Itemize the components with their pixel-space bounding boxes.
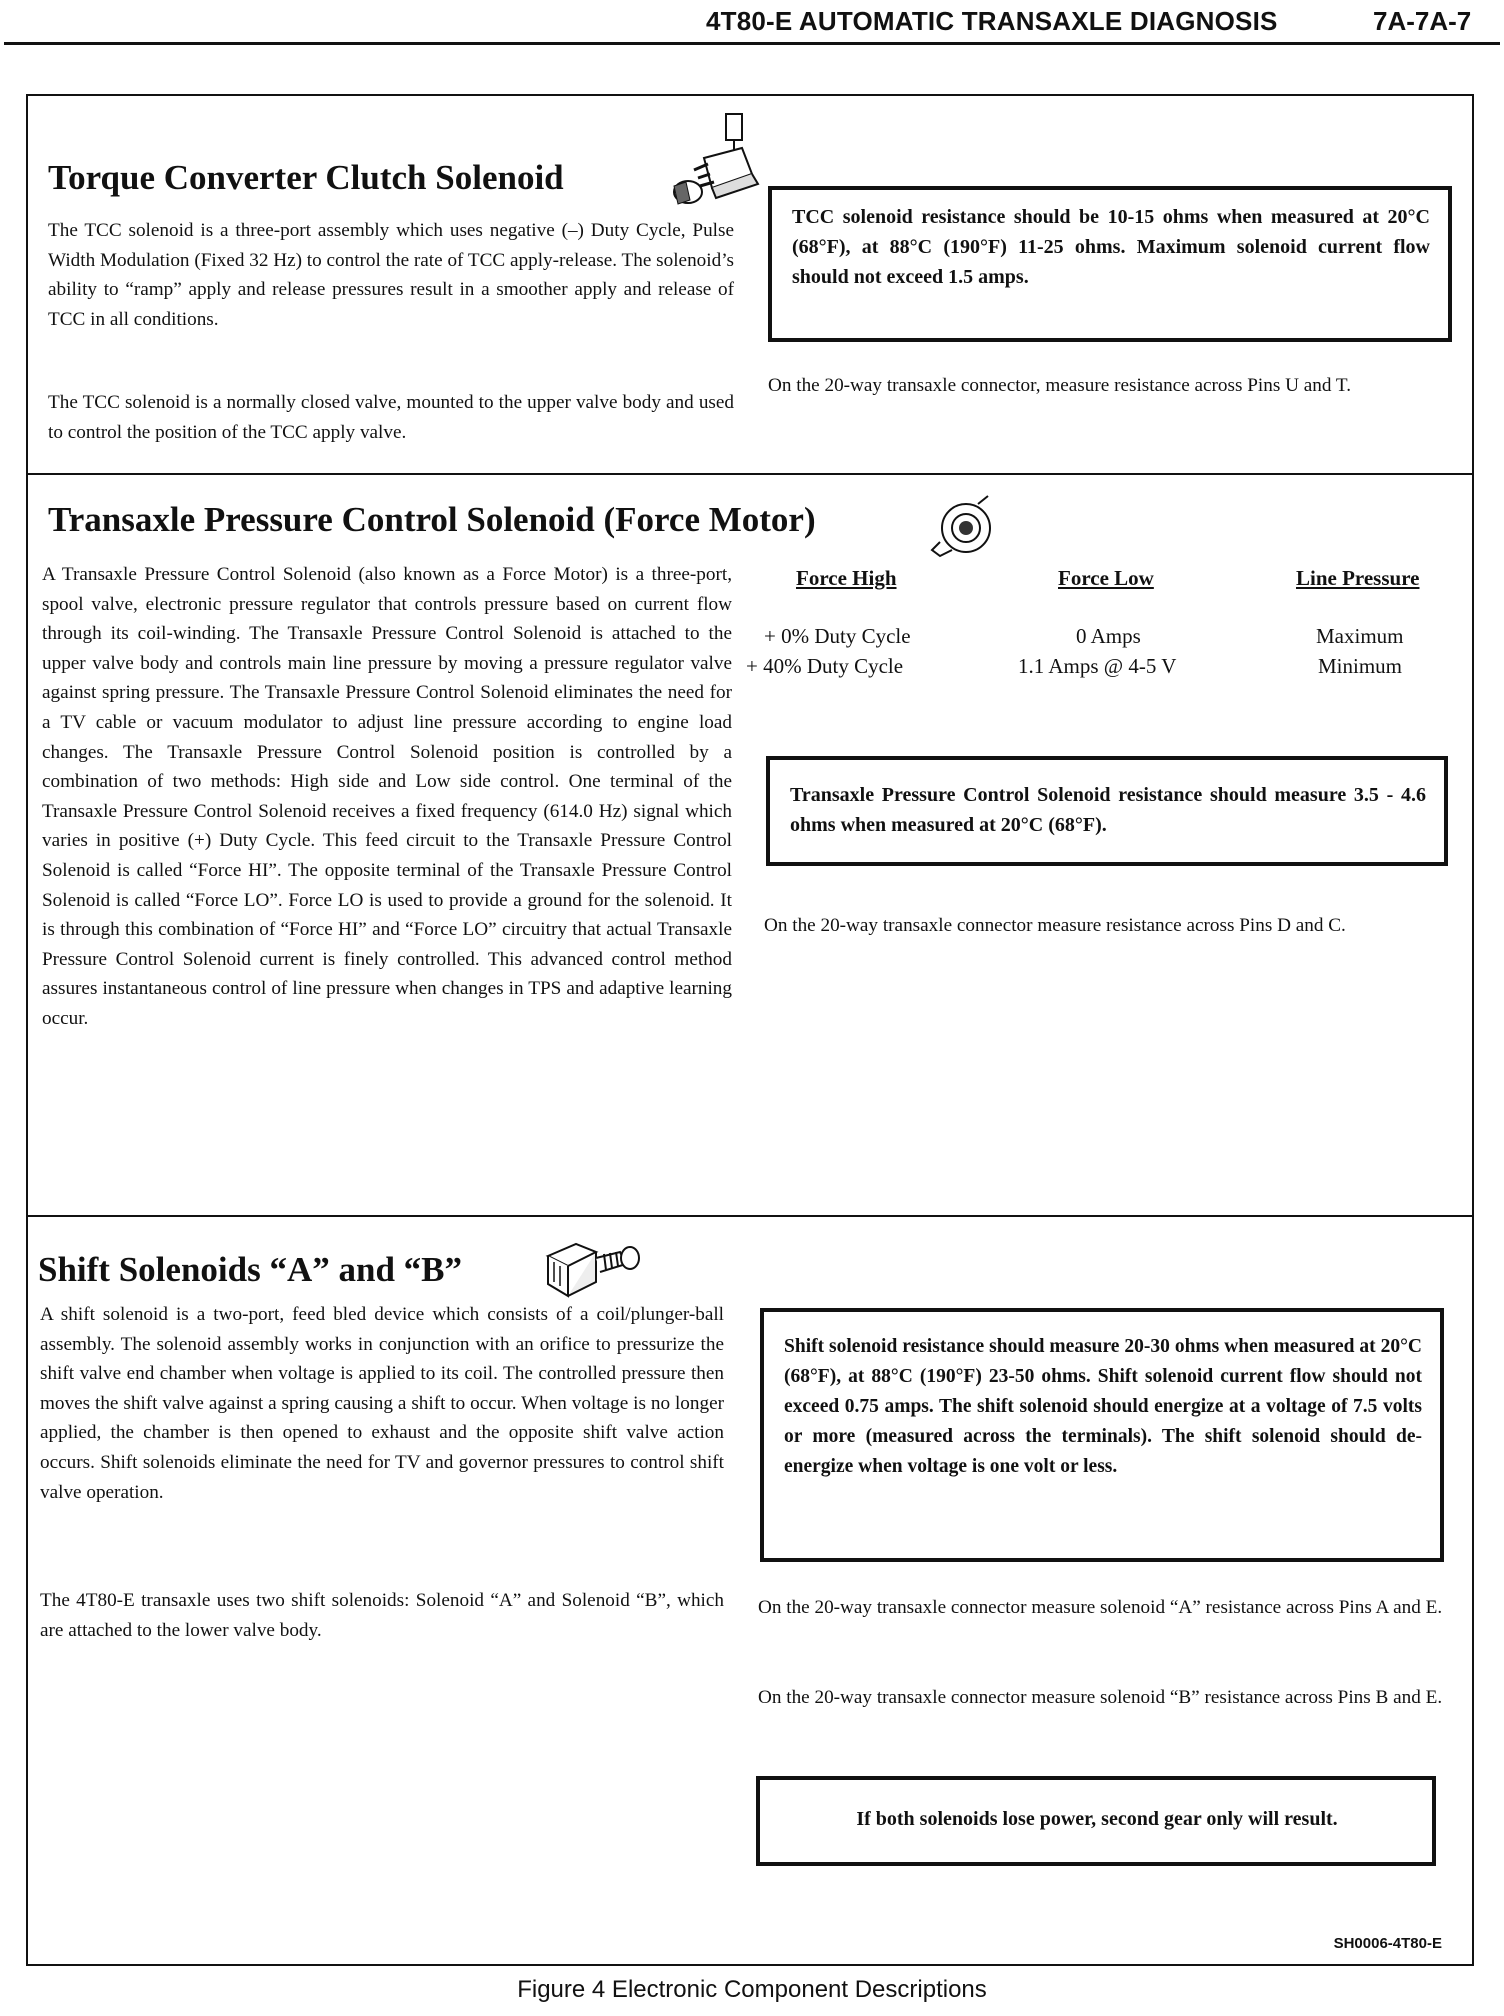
table-header: Line Pressure: [1296, 566, 1420, 590]
table-header: Force Low: [1058, 566, 1154, 590]
header-rule: [4, 42, 1500, 45]
warning-box: [756, 1776, 1436, 1866]
pcs-spec-box: [766, 756, 1448, 866]
figure-code: SH0006-4T80-E: [1333, 1935, 1442, 1952]
section-divider: [26, 473, 1474, 475]
shift-section-title: Shift Solenoids “A” and “B”: [38, 1250, 463, 1289]
pcs-connector-note: On the 20-way transaxle connector measure resistance across Pins D and C.: [764, 915, 1346, 936]
tcc-connector-note: On the 20-way transaxle connector, measure resistance across Pins U and T.: [768, 375, 1352, 396]
tcc-section-title: Torque Converter Clutch Solenoid: [48, 158, 564, 197]
section-divider: [26, 1215, 1474, 1217]
tcc-description-2: The TCC solenoid is a normally closed valve, mounted to the upper valve body and used to control the position of the TCC apply valve.: [48, 392, 734, 443]
table-cell: 1.1 Amps @ 4-5 V: [1018, 654, 1177, 678]
tcc-spec-box: [768, 186, 1452, 342]
shift-connector-note-a: On the 20-way transaxle connector measure solenoid “A” resistance across Pins A and E.: [758, 1597, 1443, 1618]
shift-description-2: The 4T80-E transaxle uses two shift solenoids: Solenoid “A” and Solenoid “B”, which are attached to the lower valve body.: [40, 1590, 724, 1641]
table-header: Force High: [796, 566, 897, 590]
warning-text: If both solenoids lose power, second gear only will result.: [856, 1808, 1338, 1830]
pcs-description: A Transaxle Pressure Control Solenoid (also known as a Force Motor) is a three-port, spool valve, electronic pressure regulator that controls pressure based on current flow through its coil-winding. The Transaxle Pressure Control Solenoid is attached to the upper valve body and controls main line pressure by moving a pressure regulator valve against spring pressure. The Transaxle Pressure Control Solenoid eliminates the need for a TV cable or vacuum modulator to adjust line pressure according to engine load changes. The Transaxle Pressure Control Solenoid position is controlled by a combination of two methods: High side and Low side control. One terminal of the Transaxle Pressure Control Solenoid receives a fixed frequency (614.0 Hz) signal which varies in positive (+) Duty Cycle. This feed circuit to the Transaxle Pressure Control Solenoid is called “Force HI”. The opposite terminal of the Transaxle Pressure Control Solenoid is called “Force LO”. Force LO is used to provide a ground for the solenoid. It is through this combination of “Force HI” and “Force LO” circuitry that actual Transaxle Pressure Control Solenoid current is finely controlled. This advanced control method assures instantaneous control of line pressure when changes in TPS and adaptive learning occur.: [42, 564, 732, 1029]
header-title: 4T80-E AUTOMATIC TRANSAXLE DIAGNOSIS: [706, 6, 1278, 36]
shift-spec-text: Shift solenoid resistance should measure 20-30 ohms when measured at 20°C (68°F), at 88°C (190°F) 23-50 ohms. Shift solenoid current flow should not exceed 0.75 amps. The shift solenoid should energize at a voltage of 7.5 volts or more (measured across the terminals). The shift solenoid should de-energize when voltage is one volt or less.: [784, 1336, 1422, 1477]
tcc-description-1: The TCC solenoid is a three-port assembly which uses negative (–) Duty Cycle, Pulse Width Modulation (Fixed 32 Hz) to control the rate of TCC apply-release. The solenoid’s ability to “ramp” apply and release pressures result in a smoother apply and release of TCC in all conditions.: [48, 220, 734, 330]
table-cell: + 40% Duty Cycle: [746, 654, 904, 678]
shift-solenoid-icon: [540, 1226, 644, 1302]
table-cell: + 0% Duty Cycle: [764, 624, 911, 648]
figure-caption: Figure 4 Electronic Component Descriptions: [517, 1976, 987, 2003]
shift-spec-box: [760, 1308, 1444, 1562]
force-motor-icon: [926, 490, 1002, 568]
pcs-spec-text: Transaxle Pressure Control Solenoid resistance should measure 3.5 - 4.6 ohms when measured at 20°C (68°F).: [790, 784, 1426, 836]
pcs-section-title: Transaxle Pressure Control Solenoid (Force Motor): [48, 500, 816, 539]
table-cell: 0 Amps: [1076, 624, 1141, 648]
tcc-solenoid-icon: [664, 108, 760, 216]
shift-connector-note-b: On the 20-way transaxle connector measure solenoid “B” resistance across Pins B and E.: [758, 1687, 1443, 1708]
tcc-spec-text: TCC solenoid resistance should be 10-15 ohms when measured at 20°C (68°F), at 88°C (190°F) 11-25 ohms. Maximum solenoid current flow should not exceed 1.5 amps.: [792, 206, 1430, 288]
page-number: 7A-7A-7: [1373, 6, 1472, 36]
table-cell: Minimum: [1318, 654, 1403, 678]
page-header: [0, 0, 1504, 44]
table-cell: Maximum: [1316, 624, 1404, 648]
shift-description-1: A shift solenoid is a two-port, feed bled device which consists of a coil/plunger-ball assembly. The solenoid assembly works in conjunction with an orifice to pressurize the shift valve end chamber when voltage is applied to its coil. The controlled pressure then moves the shift valve against a spring causing a shift to occur. When voltage is no longer applied, the chamber is then opened to exhaust and the opposite shift valve action occurs. Shift solenoids eliminate the need for TV and governor pressures to control shift valve operation.: [40, 1304, 724, 1503]
